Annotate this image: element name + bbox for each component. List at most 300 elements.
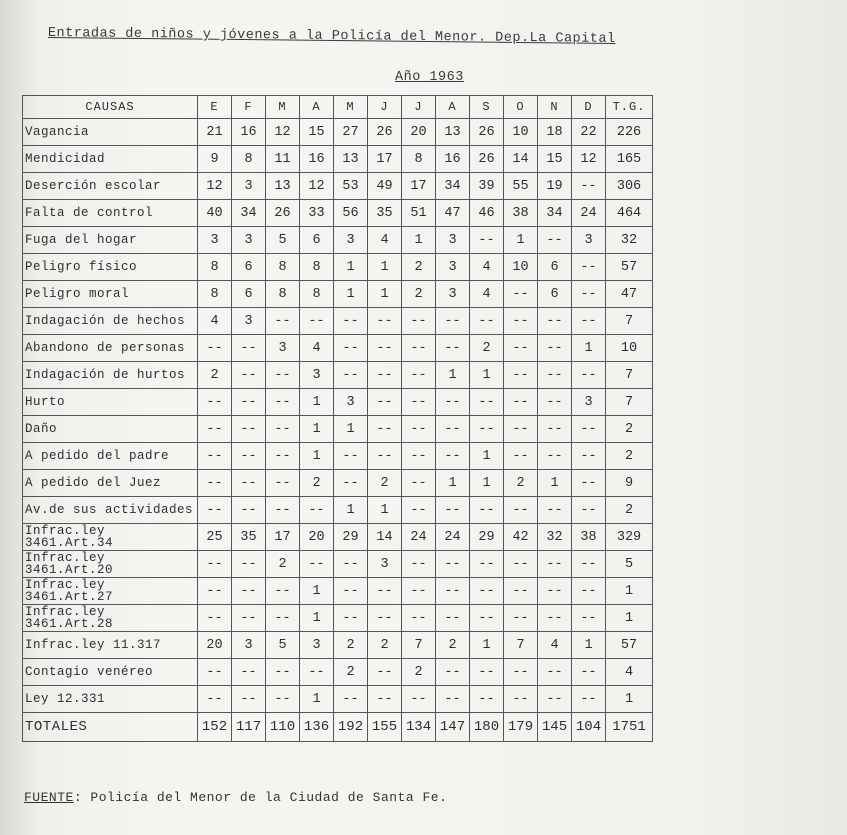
value-cell: --	[538, 443, 572, 470]
value-cell: 3	[232, 632, 266, 659]
value-cell: --	[334, 335, 368, 362]
value-cell: --	[504, 578, 538, 605]
value-cell: 3	[232, 227, 266, 254]
month-header: M	[266, 96, 300, 119]
value-cell: 16	[436, 146, 470, 173]
table-row	[23, 200, 653, 227]
value-cell: --	[470, 227, 504, 254]
value-cell: --	[436, 308, 470, 335]
value-cell: 2	[402, 281, 436, 308]
month-header: M	[334, 96, 368, 119]
value-cell: 1	[470, 362, 504, 389]
value-cell: --	[436, 335, 470, 362]
value-cell: --	[402, 686, 436, 713]
value-cell: 3	[572, 389, 606, 416]
cause-cell: Infrac.ley 3461.Art.34	[23, 524, 198, 551]
value-cell: 8	[402, 146, 436, 173]
row-total-cell: 2	[606, 416, 653, 443]
value-cell: 25	[198, 524, 232, 551]
value-cell: --	[198, 335, 232, 362]
value-cell: 8	[232, 146, 266, 173]
value-cell: 5	[266, 632, 300, 659]
value-cell: --	[572, 470, 606, 497]
value-cell: --	[402, 416, 436, 443]
value-cell: --	[368, 416, 402, 443]
value-cell: --	[436, 659, 470, 686]
month-total-cell: 147	[436, 713, 470, 742]
value-cell: --	[538, 578, 572, 605]
row-total-cell: 7	[606, 362, 653, 389]
value-cell: 4	[470, 281, 504, 308]
table-row	[23, 335, 653, 362]
statistics-table	[22, 95, 653, 742]
value-cell: 47	[436, 200, 470, 227]
cause-cell: Peligro moral	[23, 281, 198, 308]
month-total-cell: 110	[266, 713, 300, 742]
causes-header: CAUSAS	[23, 96, 198, 119]
value-cell: 34	[538, 200, 572, 227]
value-cell: 12	[300, 173, 334, 200]
value-cell: 20	[198, 632, 232, 659]
value-cell: --	[300, 659, 334, 686]
month-header: A	[436, 96, 470, 119]
value-cell: 2	[368, 470, 402, 497]
value-cell: --	[300, 551, 334, 578]
value-cell: 1	[334, 281, 368, 308]
month-total-cell: 155	[368, 713, 402, 742]
row-total-cell: 9	[606, 470, 653, 497]
value-cell: 1	[538, 470, 572, 497]
value-cell: 34	[436, 173, 470, 200]
value-cell: --	[368, 578, 402, 605]
cause-cell: Deserción escolar	[23, 173, 198, 200]
value-cell: 2	[402, 659, 436, 686]
cause-cell: Hurto	[23, 389, 198, 416]
month-header: E	[198, 96, 232, 119]
value-cell: 12	[572, 146, 606, 173]
value-cell: --	[266, 659, 300, 686]
value-cell: --	[436, 389, 470, 416]
value-cell: --	[266, 362, 300, 389]
value-cell: 6	[538, 281, 572, 308]
value-cell: --	[572, 362, 606, 389]
value-cell: --	[368, 335, 402, 362]
value-cell: 1	[436, 470, 470, 497]
value-cell: --	[504, 335, 538, 362]
value-cell: --	[198, 605, 232, 632]
value-cell: --	[402, 551, 436, 578]
table-row	[23, 578, 653, 605]
grand-total-cell: 1751	[606, 713, 653, 742]
value-cell: 1	[300, 389, 334, 416]
table-row	[23, 119, 653, 146]
value-cell: 10	[504, 119, 538, 146]
month-total-cell: 134	[402, 713, 436, 742]
value-cell: 17	[402, 173, 436, 200]
value-cell: 1	[300, 443, 334, 470]
value-cell: --	[436, 686, 470, 713]
value-cell: --	[572, 416, 606, 443]
value-cell: --	[504, 308, 538, 335]
value-cell: --	[504, 551, 538, 578]
totals-label: TOTALES	[23, 713, 198, 742]
value-cell: 1	[334, 497, 368, 524]
value-cell: --	[470, 389, 504, 416]
value-cell: 1	[368, 497, 402, 524]
value-cell: --	[266, 578, 300, 605]
value-cell: 3	[368, 551, 402, 578]
value-cell: --	[504, 281, 538, 308]
value-cell: --	[232, 470, 266, 497]
value-cell: --	[572, 281, 606, 308]
row-total-cell: 47	[606, 281, 653, 308]
month-header: O	[504, 96, 538, 119]
value-cell: 1	[572, 335, 606, 362]
value-cell: --	[538, 686, 572, 713]
cause-cell: Av.de sus actividades	[23, 497, 198, 524]
value-cell: --	[504, 686, 538, 713]
value-cell: 21	[198, 119, 232, 146]
value-cell: 26	[368, 119, 402, 146]
value-cell: 6	[232, 254, 266, 281]
value-cell: --	[504, 362, 538, 389]
value-cell: --	[572, 686, 606, 713]
value-cell: --	[232, 416, 266, 443]
value-cell: 29	[334, 524, 368, 551]
table-row	[23, 659, 653, 686]
value-cell: 26	[470, 119, 504, 146]
cause-cell: Ley 12.331	[23, 686, 198, 713]
cause-cell: Infrac.ley 11.317	[23, 632, 198, 659]
value-cell: --	[436, 551, 470, 578]
value-cell: --	[334, 551, 368, 578]
value-cell: 55	[504, 173, 538, 200]
value-cell: 1	[572, 632, 606, 659]
value-cell: --	[334, 470, 368, 497]
row-total-cell: 1	[606, 578, 653, 605]
value-cell: --	[402, 497, 436, 524]
month-total-cell: 117	[232, 713, 266, 742]
row-total-cell: 2	[606, 497, 653, 524]
value-cell: --	[504, 443, 538, 470]
value-cell: --	[368, 443, 402, 470]
value-cell: --	[572, 308, 606, 335]
document-subtitle: Año 1963	[395, 70, 464, 85]
value-cell: --	[538, 362, 572, 389]
value-cell: 4	[368, 227, 402, 254]
value-cell: --	[232, 659, 266, 686]
value-cell: --	[198, 470, 232, 497]
value-cell: 14	[504, 146, 538, 173]
row-total-cell: 4	[606, 659, 653, 686]
value-cell: 29	[470, 524, 504, 551]
value-cell: --	[334, 605, 368, 632]
value-cell: 1	[300, 605, 334, 632]
value-cell: 13	[266, 173, 300, 200]
value-cell: 1	[470, 632, 504, 659]
value-cell: 24	[402, 524, 436, 551]
value-cell: 3	[572, 227, 606, 254]
value-cell: 15	[300, 119, 334, 146]
value-cell: --	[334, 308, 368, 335]
value-cell: 3	[266, 335, 300, 362]
value-cell: --	[232, 578, 266, 605]
month-header: N	[538, 96, 572, 119]
value-cell: --	[368, 686, 402, 713]
cause-cell: Mendicidad	[23, 146, 198, 173]
value-cell: 19	[538, 173, 572, 200]
table-row	[23, 686, 653, 713]
month-total-cell: 179	[504, 713, 538, 742]
value-cell: 18	[538, 119, 572, 146]
value-cell: 10	[504, 254, 538, 281]
value-cell: 1	[300, 686, 334, 713]
row-total-cell: 329	[606, 524, 653, 551]
value-cell: 53	[334, 173, 368, 200]
row-total-cell: 57	[606, 254, 653, 281]
value-cell: --	[538, 389, 572, 416]
value-cell: 2	[334, 659, 368, 686]
month-total-cell: 180	[470, 713, 504, 742]
value-cell: 39	[470, 173, 504, 200]
value-cell: --	[402, 443, 436, 470]
value-cell: --	[538, 308, 572, 335]
value-cell: --	[198, 416, 232, 443]
value-cell: --	[504, 389, 538, 416]
value-cell: --	[470, 497, 504, 524]
value-cell: 26	[470, 146, 504, 173]
row-total-cell: 32	[606, 227, 653, 254]
value-cell: --	[572, 578, 606, 605]
value-cell: 7	[504, 632, 538, 659]
value-cell: 1	[470, 470, 504, 497]
value-cell: --	[538, 551, 572, 578]
value-cell: --	[232, 389, 266, 416]
value-cell: --	[436, 416, 470, 443]
value-cell: --	[300, 497, 334, 524]
value-cell: 3	[300, 362, 334, 389]
value-cell: --	[572, 551, 606, 578]
table-row	[23, 470, 653, 497]
value-cell: --	[198, 686, 232, 713]
value-cell: --	[470, 659, 504, 686]
value-cell: --	[198, 578, 232, 605]
value-cell: --	[504, 605, 538, 632]
month-header: J	[368, 96, 402, 119]
table-row	[23, 227, 653, 254]
value-cell: --	[538, 227, 572, 254]
value-cell: --	[198, 389, 232, 416]
value-cell: --	[402, 470, 436, 497]
value-cell: 3	[436, 254, 470, 281]
row-total-cell: 165	[606, 146, 653, 173]
value-cell: 8	[300, 281, 334, 308]
month-header: D	[572, 96, 606, 119]
value-cell: 38	[572, 524, 606, 551]
month-total-cell: 136	[300, 713, 334, 742]
value-cell: 6	[232, 281, 266, 308]
table-row	[23, 443, 653, 470]
header-row	[23, 96, 653, 119]
value-cell: 3	[232, 308, 266, 335]
value-cell: 15	[538, 146, 572, 173]
value-cell: --	[402, 578, 436, 605]
value-cell: 12	[198, 173, 232, 200]
value-cell: --	[198, 497, 232, 524]
month-header: J	[402, 96, 436, 119]
value-cell: --	[470, 416, 504, 443]
value-cell: 20	[300, 524, 334, 551]
value-cell: 34	[232, 200, 266, 227]
value-cell: --	[470, 686, 504, 713]
value-cell: --	[504, 659, 538, 686]
value-cell: 40	[198, 200, 232, 227]
value-cell: 2	[436, 632, 470, 659]
value-cell: 8	[300, 254, 334, 281]
value-cell: 3	[334, 389, 368, 416]
value-cell: --	[470, 551, 504, 578]
cause-cell: Indagación de hechos	[23, 308, 198, 335]
value-cell: --	[504, 416, 538, 443]
row-total-cell: 1	[606, 605, 653, 632]
value-cell: --	[334, 362, 368, 389]
table-row	[23, 281, 653, 308]
cause-cell: Infrac.ley 3461.Art.28	[23, 605, 198, 632]
cause-cell: Contagio venéreo	[23, 659, 198, 686]
value-cell: 2	[300, 470, 334, 497]
value-cell: --	[266, 686, 300, 713]
cause-cell: Vagancia	[23, 119, 198, 146]
value-cell: --	[402, 335, 436, 362]
month-total-cell: 145	[538, 713, 572, 742]
value-cell: --	[436, 443, 470, 470]
value-cell: --	[538, 335, 572, 362]
value-cell: --	[266, 470, 300, 497]
row-total-cell: 10	[606, 335, 653, 362]
value-cell: --	[436, 497, 470, 524]
value-cell: --	[198, 551, 232, 578]
row-total-cell: 464	[606, 200, 653, 227]
value-cell: --	[334, 443, 368, 470]
value-cell: 26	[266, 200, 300, 227]
month-header: F	[232, 96, 266, 119]
value-cell: 27	[334, 119, 368, 146]
value-cell: 4	[470, 254, 504, 281]
value-cell: --	[436, 578, 470, 605]
value-cell: 4	[198, 308, 232, 335]
value-cell: 46	[470, 200, 504, 227]
value-cell: --	[538, 497, 572, 524]
row-total-cell: 1	[606, 686, 653, 713]
value-cell: 1	[470, 443, 504, 470]
value-cell: 35	[368, 200, 402, 227]
row-total-cell: 7	[606, 308, 653, 335]
value-cell: 2	[504, 470, 538, 497]
cause-cell: Infrac.ley 3461.Art.27	[23, 578, 198, 605]
value-cell: 22	[572, 119, 606, 146]
value-cell: 13	[334, 146, 368, 173]
value-cell: 24	[436, 524, 470, 551]
value-cell: --	[368, 659, 402, 686]
row-total-cell: 2	[606, 443, 653, 470]
value-cell: --	[198, 659, 232, 686]
cause-cell: Abandono de personas	[23, 335, 198, 362]
cause-cell: Infrac.ley 3461.Art.20	[23, 551, 198, 578]
row-total-cell: 306	[606, 173, 653, 200]
value-cell: --	[334, 686, 368, 713]
value-cell: --	[232, 686, 266, 713]
value-cell: --	[232, 497, 266, 524]
value-cell: 51	[402, 200, 436, 227]
month-total-cell: 104	[572, 713, 606, 742]
value-cell: 38	[504, 200, 538, 227]
value-cell: --	[572, 254, 606, 281]
value-cell: --	[538, 605, 572, 632]
value-cell: --	[232, 335, 266, 362]
value-cell: 1	[334, 254, 368, 281]
cause-cell: Indagación de hurtos	[23, 362, 198, 389]
value-cell: 14	[368, 524, 402, 551]
row-total-cell: 5	[606, 551, 653, 578]
value-cell: --	[572, 605, 606, 632]
source-label: FUENTE	[24, 790, 74, 805]
row-total-cell: 7	[606, 389, 653, 416]
value-cell: 8	[266, 281, 300, 308]
value-cell: 4	[300, 335, 334, 362]
value-cell: 1	[368, 254, 402, 281]
table-row	[23, 632, 653, 659]
value-cell: 2	[266, 551, 300, 578]
value-cell: --	[504, 497, 538, 524]
value-cell: 7	[402, 632, 436, 659]
value-cell: --	[436, 605, 470, 632]
cause-cell: A pedido del Juez	[23, 470, 198, 497]
value-cell: --	[266, 605, 300, 632]
value-cell: 8	[198, 281, 232, 308]
source-text: : Policía del Menor de la Ciudad de Santa Fe.	[73, 790, 448, 805]
value-cell: --	[470, 578, 504, 605]
value-cell: --	[402, 308, 436, 335]
value-cell: --	[266, 443, 300, 470]
value-cell: --	[572, 497, 606, 524]
value-cell: 1	[300, 416, 334, 443]
value-cell: 1	[436, 362, 470, 389]
value-cell: 2	[368, 632, 402, 659]
value-cell: --	[232, 443, 266, 470]
month-header: S	[470, 96, 504, 119]
value-cell: --	[300, 308, 334, 335]
totals-row	[23, 713, 653, 742]
cause-cell: Fuga del hogar	[23, 227, 198, 254]
value-cell: 2	[470, 335, 504, 362]
value-cell: 13	[436, 119, 470, 146]
value-cell: 3	[232, 173, 266, 200]
value-cell: --	[232, 551, 266, 578]
value-cell: --	[538, 416, 572, 443]
value-cell: 1	[368, 281, 402, 308]
value-cell: --	[368, 389, 402, 416]
month-total-cell: 152	[198, 713, 232, 742]
value-cell: 56	[334, 200, 368, 227]
value-cell: --	[232, 605, 266, 632]
value-cell: --	[266, 416, 300, 443]
value-cell: 8	[266, 254, 300, 281]
value-cell: 42	[504, 524, 538, 551]
value-cell: --	[402, 605, 436, 632]
value-cell: 2	[334, 632, 368, 659]
value-cell: 2	[402, 254, 436, 281]
value-cell: 6	[300, 227, 334, 254]
